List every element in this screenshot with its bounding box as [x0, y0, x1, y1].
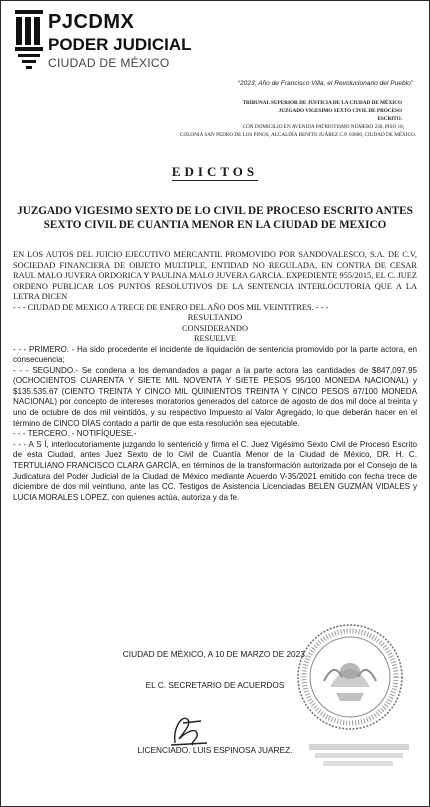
logo-pjcdmx-text: PJCDMX	[48, 11, 135, 33]
document-title-text: EDICTOS	[171, 164, 259, 179]
city-date-line: - - - CIUDAD DE MEXICO A TRECE DE ENERO DEL AÑO DOS MIL VEINTITRES. - - -	[13, 302, 329, 312]
edict-body	[13, 250, 417, 503]
institution-tribunal: TRIBUNAL SUPERIOR DE JUSTICIA DE LA CIUDAD DE MÉXICO	[242, 100, 402, 106]
year-motto: “2023; Año de Francisco Villa, el Revolucionario del Pueblo”	[237, 80, 413, 87]
institution-address-1: CON DOMICILIO EN AVENIDA PATRIOTISMO NÚMERO 230, PISO 18,	[242, 124, 404, 130]
considerando-heading: CONSIDERANDO	[181, 323, 249, 333]
segundo-paragraph: - - - SEGUNDO.- Se condena a los demandados a pagar a la parte actora las cantidades de $847,097.95 (OCHOCIENTOS CUARENTA Y SIETE MIL NOVENTA Y SIETE PESOS 95/100 MONEDA NACIONAL) y $135.535.67 (CIENTO TREINTA Y CINCO MIL QUINIENTOS TREINTA Y CINCO PESOS 67/100 MONEDA NACIONAL) por concepto de intereses moratorios generados del catorce de agosto de dos mil doce al treinta y uno de octubre de dos mil veintidós, y su respectivo Impuesto al Valor Agregado, lo que deberán hacer en el término de CINCO DÍAS contado a partir de que esta resolución sea ejecutable.	[13, 365, 417, 428]
pjcdmx-emblem-icon	[14, 9, 44, 71]
tercero-paragraph: - - - TERCERO. - NOTIFÍQUESE.-	[13, 429, 137, 439]
primero-paragraph: - - - PRIMERO. - Ha sido procedente el incidente de liquidación de sentencia promovido por la parte actora, en consecuencia;	[13, 344, 417, 365]
place-date: CIUDAD DE MÉXICO, A 10 DE MARZO DE 2023.	[122, 649, 308, 659]
document-title	[1, 164, 429, 180]
asi-paragraph: - - - A S Í, interlocutoriamente juzgando lo sentenció y firma el C. Juez Vigésimo Sexto Civil de Proceso Escrito de esta Ciudad, antes Juez Sexto de lo Civil de Cuantía Menor de la Ciudad de México, DR. H. C. TERTULIANO FRANCISCO CLARA GARCÍA, en términos de la transformación autorizada por el Consejo de la Judicatura del Poder Judicial de la Ciudad de México mediante Acuerdo V-35/2021 emitido con fecha trece de diciembre de dos mil veintiuno, ante las CC. Testigos de Asistencia Licenciadas BELÉN GUZMÁN VIDALES y LUCIA MORALES LÓPEZ, con quienes actúa, autoriza y da fe.	[13, 439, 417, 502]
resuelve-heading: RESUELVE	[193, 334, 237, 343]
institution-address-2: COLONIA SAN PEDRO DE LOS PINOS, ALCALDÍA BENITO JUÁREZ C.P. 03800, CIUDAD DE MÉXICO.	[180, 132, 416, 138]
intro-paragraph: EN LOS AUTOS DEL JUICIO EJECUTIVO MERCANTIL PROMOVIDO POR SANDOVALESCO, S.A. DE C.V, SOCIEDAD FINANCIERA DE OBJETO MULTIPLE, ENTIDAD NO REGULADA, EN CONTRA DE CESAR RAUL MALO JUVERA ORDORICA Y PAULINA MALO JUVERA GARCIA. EXPEDIENTE 955/2015, EL C. JUEZ ORDENO PUBLICAR LOS PUNTOS RESOLUTIVOS DE LA SENTENCIA INTERLOCUTORIA QUE A LA LETRA DICEN	[13, 250, 417, 301]
institution-juzgado: JUZGADO VIGESIMO SEXTO CIVIL DE PROCESO	[278, 108, 402, 114]
institution-escrito: ESCRITO.	[377, 116, 402, 122]
secretary-title: EL C. SECRETARIO DE ACUERDOS	[145, 680, 285, 690]
court-seal-icon	[294, 621, 406, 733]
institution-block	[180, 99, 416, 139]
logo-ciudad-text: CIUDAD DE MÉXICO	[48, 56, 170, 70]
signer-name: LICENCIADO. LUIS ESPINOSA JUAREZ.	[137, 745, 293, 755]
resultando-heading: RESULTANDO	[187, 313, 243, 322]
signature-icon	[163, 709, 215, 749]
logo-poder-judicial-text: PODER JUDICIAL	[48, 35, 192, 54]
pjcdmx-logo	[14, 9, 224, 71]
court-heading: JUZGADO VIGESIMO SEXTO DE LO CIVIL DE PROCESO ESCRITO ANTES SEXTO CIVIL DE CUANTIA MENOR EN LA CIUDAD DE MEXICO	[17, 205, 413, 231]
